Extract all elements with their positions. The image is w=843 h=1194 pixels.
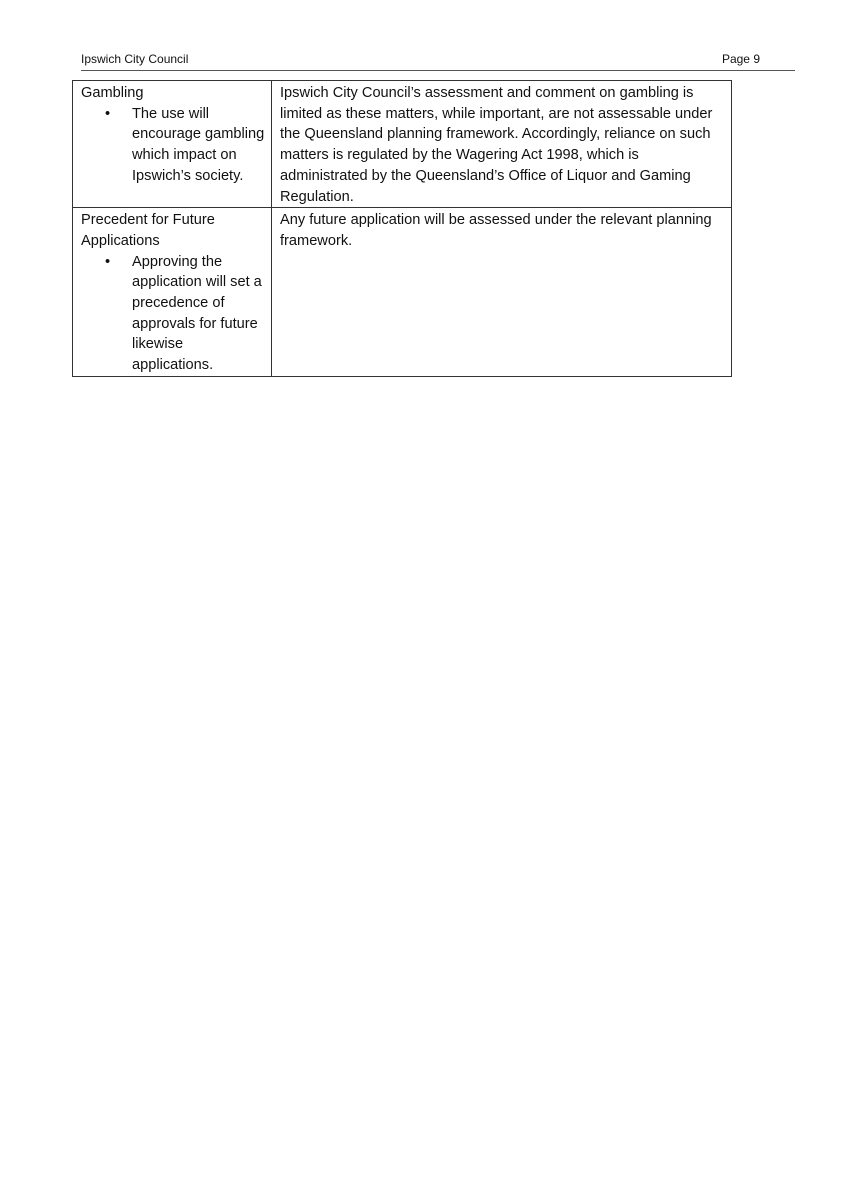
response-cell: Ipswich City Council’s assessment and comment on gambling is limited as these matters, while important, are not assessable under the Queensland planning framework. Accordingly, reliance on such matters is regulated by the Wagering Act 1998, which is administrated by the Queensland’s Office of Liquor and Gaming Regulation. xyxy=(272,81,732,208)
organisation-name: Ipswich City Council xyxy=(81,52,189,66)
issue-points xyxy=(81,252,265,376)
table-row xyxy=(73,81,732,208)
page-number: Page 9 xyxy=(721,52,760,66)
response-cell: Any future application will be assessed under the relevant planning framework. xyxy=(272,208,732,377)
page-header xyxy=(81,50,795,71)
issue-title: Precedent for Future Applications xyxy=(81,212,215,249)
issue-cell xyxy=(73,81,272,208)
issue-point: • The use will encourage gambling which impact on Ipswich’s society. xyxy=(81,104,265,187)
issue-points xyxy=(81,104,265,187)
issue-point: • Approving the application will set a precedence of approvals for future likewise applications. xyxy=(81,252,265,376)
issue-title: Gambling xyxy=(81,85,144,101)
issue-cell xyxy=(73,208,272,377)
table-row xyxy=(73,208,732,377)
submissions-table xyxy=(72,80,732,377)
